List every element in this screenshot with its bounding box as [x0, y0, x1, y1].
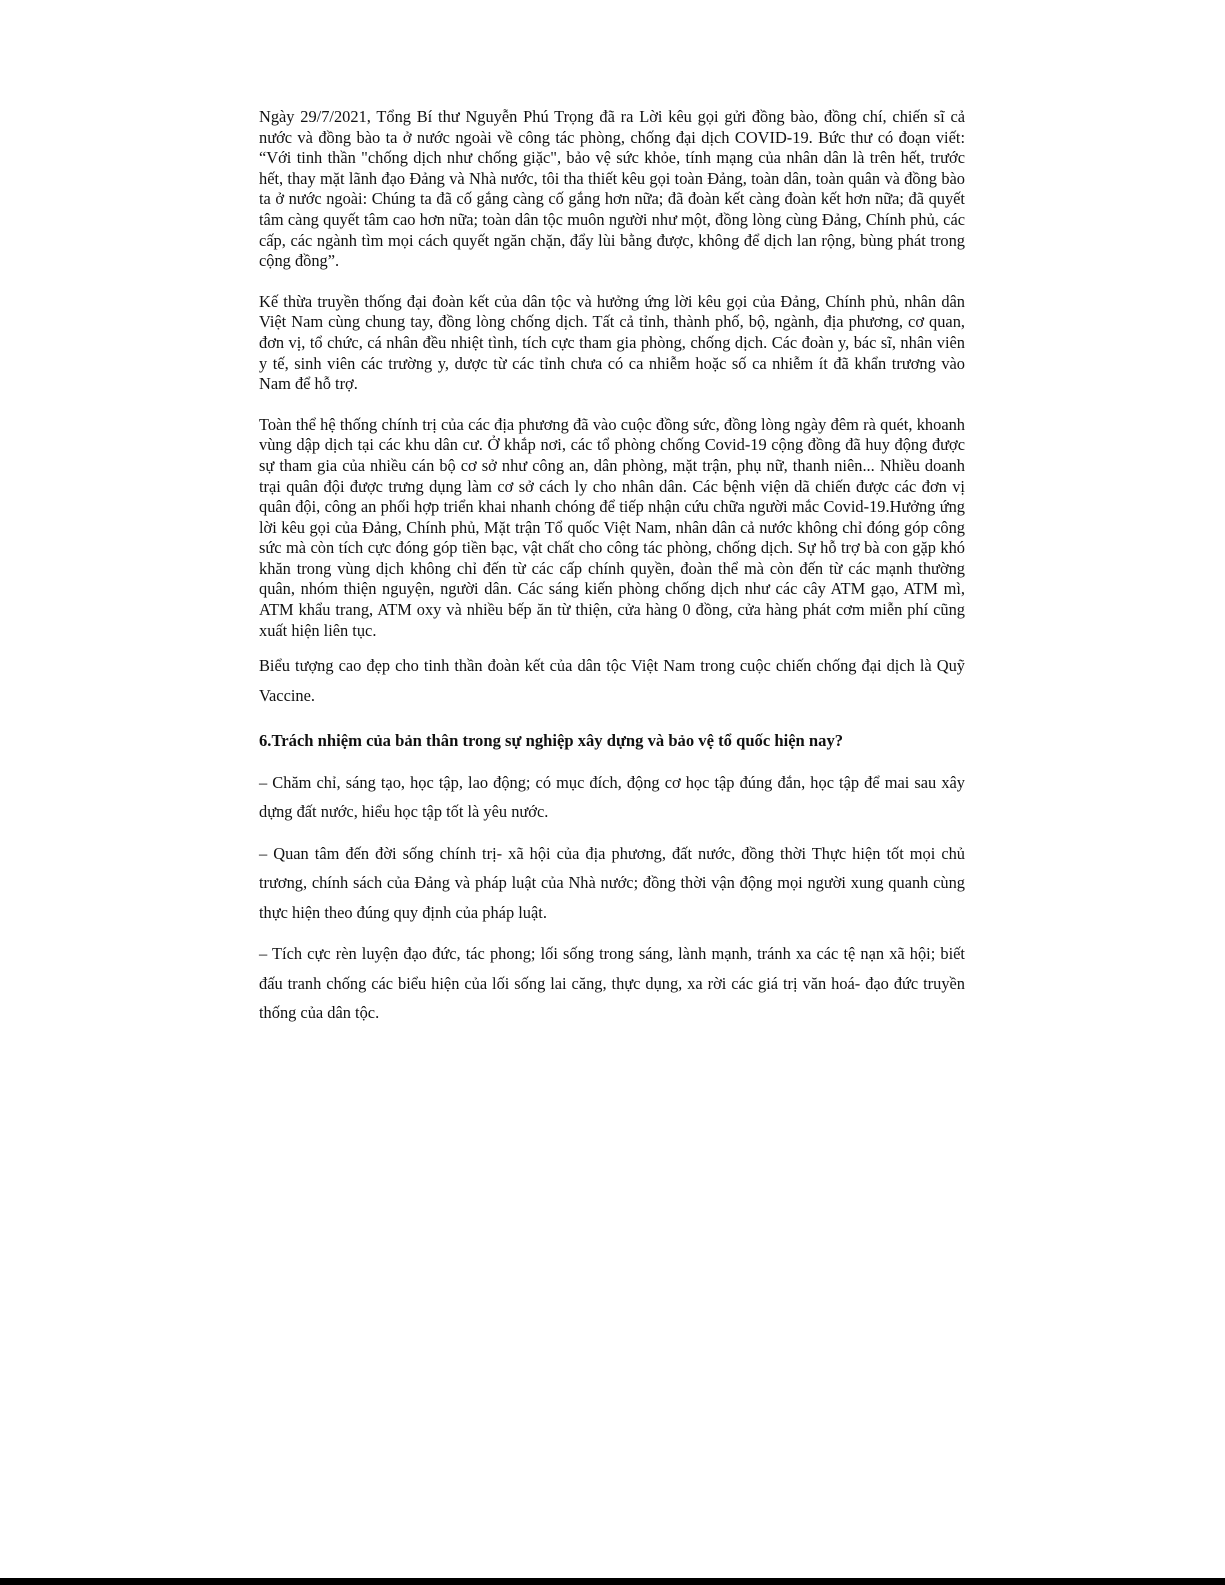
- bullet-item: – Chăm chỉ, sáng tạo, học tập, lao động; có mục đích, động cơ học tập đúng đắn, học tập để mai sau xây dựng đất nước, hiểu học tập tốt là yêu nước.: [259, 772, 965, 822]
- paragraph-appeal: Ngày 29/7/2021, Tổng Bí thư Nguyễn Phú Trọng đã ra Lời kêu gọi gửi đồng bào, đồng chí, chiến sĩ cả nước và đồng bào ta ở nước ngoài về công tác phòng, chống đại dịch COVID-19. Bức thư có đoạn viết: “Với tinh thần "chống dịch như chống giặc", bảo vệ sức khỏe, tính mạng của nhân dân là trên hết, trước hết, thay mặt lãnh đạo Đảng và Nhà nước, tôi tha thiết kêu gọi toàn Đảng, toàn dân, toàn quân và đồng bào ta ở nước ngoài: Chúng ta đã cố gắng càng cố gắng hơn nữa; đã đoàn kết càng đoàn kết hơn nữa; đã quyết tâm càng quyết tâm cao hơn nữa; toàn dân tộc muôn người như một, đồng lòng cùng Đảng, Chính phủ, các cấp, các ngành tìm mọi cách quyết ngăn chặn, đẩy lùi bằng được, không để dịch lan rộng, bùng phát trong cộng đồng”.: [259, 107, 965, 271]
- bullet-item: – Tích cực rèn luyện đạo đức, tác phong; lối sống trong sáng, lành mạnh, tránh xa các tệ nạn xã hội; biết đấu tranh chống các biểu hiện của lối sống lai căng, thực dụng, xa rời các giá trị văn hoá- đạo đức truyền thống của dân tộc.: [259, 944, 965, 1023]
- document-body: [259, 107, 965, 1028]
- bullet-item: – Quan tâm đến đời sống chính trị- xã hội của địa phương, đất nước, đồng thời Thực hiện tốt mọi chủ trương, chính sách của Đảng và pháp luật của Nhà nước; đồng thời vận động mọi người xung quanh cùng thực hiện theo đúng quy định của pháp luật.: [259, 843, 965, 922]
- paragraph-vaccine-fund: Biểu tượng cao đẹp cho tinh thần đoàn kết của dân tộc Việt Nam trong cuộc chiến chống đại dịch là Quỹ Vaccine.: [259, 656, 965, 705]
- paragraph-solidarity: Kế thừa truyền thống đại đoàn kết của dân tộc và hưởng ứng lời kêu gọi của Đảng, Chính phủ, nhân dân Việt Nam cùng chung tay, đồng lòng chống dịch. Tất cả tỉnh, thành phố, bộ, ngành, địa phương, cơ quan, đơn vị, tổ chức, cá nhân đều nhiệt tình, tích cực tham gia phòng, chống dịch. Các đoàn y, bác sĩ, nhân viên y tế, sinh viên các trường y, dược từ các tỉnh chưa có ca nhiễm hoặc số ca nhiễm ít đã khẩn trương vào Nam để hỗ trợ.: [259, 291, 965, 394]
- page-bottom-border: [0, 1578, 1225, 1585]
- paragraph-political-system: Toàn thể hệ thống chính trị của các địa phương đã vào cuộc đồng sức, đồng lòng ngày đêm rà quét, khoanh vùng dập dịch tại các khu dân cư. Ở khắp nơi, các tổ phòng chống Covid-19 cộng đồng đã huy động được sự tham gia của nhiều cán bộ cơ sở như công an, dân phòng, mặt trận, phụ nữ, thanh niên... Nhiều doanh trại quân đội được trưng dụng làm cơ sở cách ly cho nhân dân. Các bệnh viện dã chiến được các đơn vị quân đội, công an phối hợp triển khai nhanh chóng để tiếp nhận cứu chữa người mắc Covid-19.Hưởng ứng lời kêu gọi của Đảng, Chính phủ, Mặt trận Tổ quốc Việt Nam, nhân dân cả nước không chỉ đóng góp công sức mà còn tích cực đóng góp tiền bạc, vật chất cho công tác phòng, chống dịch. Sự hỗ trợ bà con gặp khó khăn trong vùng dịch không chỉ đến từ các cấp chính quyền, đoàn thể mà còn đến từ các mạnh thường quân, nhóm thiện nguyện, người dân. Các sáng kiến phòng chống dịch như các cây ATM gạo, ATM mì, ATM khẩu trang, ATM oxy và nhiều bếp ăn từ thiện, cửa hàng 0 đồng, cửa hàng phát cơm miễn phí cũng xuất hiện liên tục.: [259, 414, 965, 640]
- section-heading: 6.Trách nhiệm của bản thân trong sự nghiệp xây dựng và bảo vệ tổ quốc hiện nay?: [259, 731, 844, 751]
